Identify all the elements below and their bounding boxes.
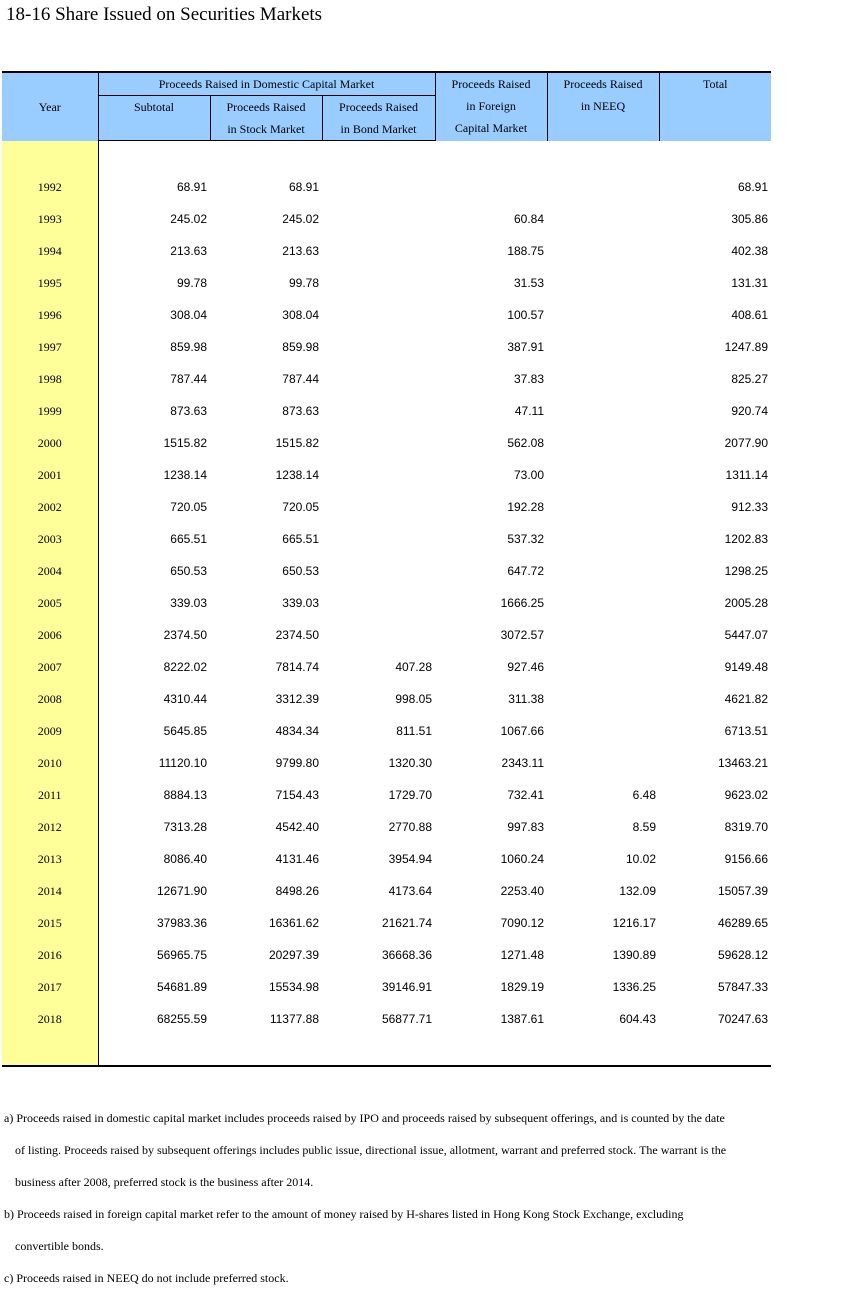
empty-cell: [659, 141, 771, 172]
foreign-market-cell: 647.72: [507, 564, 545, 578]
stock-market-cell: 4834.34: [275, 724, 319, 738]
subtotal-cell: 11120.10: [158, 756, 207, 770]
foreign-market-cell: 1666.25: [500, 596, 545, 610]
bond-market-cell: 56877.71: [381, 1012, 433, 1026]
foreign-market-cell: 1067.66: [500, 724, 545, 738]
subtotal-cell: 339.03: [170, 596, 207, 610]
year-cell: 2010: [2, 747, 98, 779]
stock-market-cell: 873.63: [282, 404, 319, 418]
year-cell: 2007: [2, 651, 98, 683]
subtotal-cell: 859.98: [170, 340, 207, 354]
empty-cell: [98, 1035, 210, 1066]
total-cell: 8319.70: [724, 820, 769, 834]
total-cell: 1298.25: [724, 564, 769, 578]
bond-market-cell: [322, 523, 435, 555]
stock-market-cell: 7154.43: [275, 788, 319, 802]
total-cell: 408.61: [731, 308, 769, 322]
stock-market-cell: 4131.46: [275, 852, 319, 866]
neeq-cell: [547, 683, 659, 715]
header-foreign: [435, 72, 547, 141]
subtotal-cell: 245.02: [170, 212, 207, 226]
table-row: [2, 747, 771, 779]
bond-market-cell: [322, 171, 435, 203]
bond-market-cell: [322, 619, 435, 651]
bond-market-cell: 407.28: [395, 660, 433, 674]
table-row: [2, 683, 771, 715]
foreign-market-cell: 73.00: [513, 468, 545, 482]
footnote-line: b) Proceeds raised in foreign capital market refer to the amount of money raised by H-shares listed in Hong Kong Stock Exchange, excluding: [4, 1207, 684, 1221]
footnote-line: of listing. Proceeds raised by subsequent offerings includes public issue, directional issue, allotment, warrant and preferred stock. The warrant is the: [15, 1143, 727, 1157]
subtotal-cell: 1515.82: [163, 436, 207, 450]
subtotal-cell: 99.78: [176, 276, 207, 290]
table-row: [2, 523, 771, 555]
foreign-market-cell: 311.38: [508, 692, 545, 706]
subtotal-cell: 8086.40: [163, 852, 207, 866]
table-row: [2, 235, 771, 267]
subtotal-cell: 665.51: [170, 532, 207, 546]
year-cell: 2011: [2, 779, 98, 811]
neeq-cell: [547, 171, 659, 203]
empty-cell: [547, 141, 659, 172]
year-cell: 2001: [2, 459, 98, 491]
bond-market-cell: [322, 235, 435, 267]
neeq-cell: [547, 235, 659, 267]
neeq-cell: [547, 331, 659, 363]
foreign-market-cell: 1271.48: [500, 948, 545, 962]
subtotal-cell: 68.91: [176, 180, 207, 194]
total-cell: 1202.83: [724, 532, 769, 546]
neeq-cell: [547, 203, 659, 235]
stock-market-cell: 720.05: [282, 500, 319, 514]
foreign-market-cell: 188.75: [507, 244, 545, 258]
total-cell: 46289.65: [717, 916, 769, 930]
year-cell: 2008: [2, 683, 98, 715]
stock-market-cell: 650.53: [282, 564, 319, 578]
bond-market-cell: 1320.30: [388, 756, 433, 770]
total-cell: 57847.33: [717, 980, 769, 994]
foreign-market-cell: 31.53: [513, 276, 545, 290]
bond-market-cell: [322, 299, 435, 331]
table-row: [2, 459, 771, 491]
table-row: [2, 363, 771, 395]
header-year: Year: [2, 72, 98, 141]
stock-market-cell: 787.44: [282, 372, 319, 386]
subtotal-cell: 787.44: [170, 372, 207, 386]
subtotal-cell: 308.04: [170, 308, 207, 322]
neeq-cell: 6.48: [632, 788, 657, 802]
year-cell: 2006: [2, 619, 98, 651]
year-cell: 2000: [2, 427, 98, 459]
foreign-market-cell: 192.28: [507, 500, 545, 514]
year-cell: 1999: [2, 395, 98, 427]
foreign-market-cell: 47.11: [514, 404, 545, 418]
neeq-cell: [547, 459, 659, 491]
bond-market-cell: 998.05: [395, 692, 433, 706]
neeq-cell: [547, 587, 659, 619]
foreign-market-cell: 37.83: [513, 372, 545, 386]
neeq-cell: 1390.89: [612, 948, 657, 962]
subtotal-cell: 68255.59: [156, 1012, 207, 1026]
bond-market-cell: [322, 395, 435, 427]
subtotal-cell: 650.53: [170, 564, 207, 578]
footnote: [4, 1102, 834, 1198]
header-foreign-line: in Foreign: [466, 99, 516, 113]
year-cell: 1992: [2, 171, 98, 203]
subtotal-cell: 2374.50: [163, 628, 207, 642]
empty-cell: [98, 141, 210, 172]
total-cell: 1247.89: [724, 340, 769, 354]
stock-market-cell: 20297.39: [268, 948, 319, 962]
page-title: 18-16 Share Issued on Securities Markets: [6, 4, 323, 25]
foreign-market-cell: 1387.61: [500, 1012, 545, 1026]
stock-market-cell: 665.51: [282, 532, 319, 546]
empty-cell: [322, 1035, 435, 1066]
neeq-cell: 10.02: [625, 852, 657, 866]
neeq-cell: 132.09: [619, 884, 657, 898]
foreign-market-cell: 732.41: [507, 788, 545, 802]
empty-cell: [210, 1035, 322, 1066]
footnote-line: convertible bonds.: [15, 1239, 104, 1253]
table-row: [2, 651, 771, 683]
stock-market-cell: 68.91: [288, 180, 319, 194]
table-row: [2, 779, 771, 811]
stock-market-cell: 339.03: [282, 596, 319, 610]
header-foreign-line: Capital Market: [454, 121, 528, 135]
footnote: [4, 1198, 834, 1262]
foreign-market-cell: 1829.19: [500, 980, 545, 994]
neeq-cell: 8.59: [632, 820, 657, 834]
year-cell: 2012: [2, 811, 98, 843]
subtotal-cell: 7313.28: [163, 820, 207, 834]
table-row: [2, 875, 771, 907]
bond-market-cell: [322, 459, 435, 491]
neeq-cell: [547, 715, 659, 747]
neeq-cell: [547, 619, 659, 651]
total-cell: 13463.21: [717, 756, 769, 770]
year-cell: 1997: [2, 331, 98, 363]
subtotal-cell: 5645.85: [163, 724, 207, 738]
foreign-market-cell: 537.32: [507, 532, 545, 546]
table-row: [2, 555, 771, 587]
stock-market-cell: 1515.82: [275, 436, 319, 450]
total-cell: 9156.66: [724, 852, 769, 866]
footnotes: [4, 1102, 834, 1293]
year-cell: 2013: [2, 843, 98, 875]
header-neeq-line: in NEEQ: [580, 99, 626, 113]
total-cell: 305.86: [731, 212, 769, 226]
header-stock-line: in Stock Market: [227, 122, 305, 136]
total-cell: 5447.07: [724, 628, 769, 642]
table-row: [2, 587, 771, 619]
year-cell: 2016: [2, 939, 98, 971]
subtotal-cell: 54681.89: [156, 980, 207, 994]
year-cell: 1993: [2, 203, 98, 235]
year-cell: 1994: [2, 235, 98, 267]
bond-market-cell: [322, 427, 435, 459]
spacer-row: [2, 141, 771, 172]
foreign-market-cell: 7090.12: [500, 916, 545, 930]
table-row: [2, 171, 771, 203]
bond-market-cell: [322, 587, 435, 619]
neeq-cell: [547, 555, 659, 587]
empty-cell: [210, 141, 322, 172]
stock-market-cell: 3312.39: [275, 692, 319, 706]
foreign-market-cell: [435, 171, 547, 203]
empty-cell: [2, 1035, 98, 1066]
table-row: [2, 971, 771, 1003]
foreign-market-cell: 387.91: [507, 340, 545, 354]
stock-market-cell: 11377.88: [269, 1012, 319, 1026]
foreign-market-cell: 60.84: [513, 212, 545, 226]
foreign-market-cell: 1060.24: [500, 852, 545, 866]
bond-market-cell: 39146.91: [381, 980, 433, 994]
header-bond-line: Proceeds Raised: [339, 100, 418, 114]
table-row: [2, 907, 771, 939]
table-row: [2, 427, 771, 459]
neeq-cell: [547, 267, 659, 299]
subtotal-cell: 1238.14: [163, 468, 207, 482]
total-cell: 825.27: [731, 372, 769, 386]
table-row: [2, 331, 771, 363]
stock-market-cell: 308.04: [282, 308, 319, 322]
year-cell: 1996: [2, 299, 98, 331]
subtotal-cell: 12671.90: [156, 884, 207, 898]
total-cell: 9149.48: [724, 660, 769, 674]
empty-cell: [322, 141, 435, 172]
total-cell: 59628.12: [717, 948, 769, 962]
neeq-cell: 1216.17: [612, 916, 657, 930]
table-row: [2, 491, 771, 523]
stock-market-cell: 245.02: [282, 212, 319, 226]
foreign-market-cell: 2343.11: [501, 756, 545, 770]
header-bond: [322, 96, 435, 141]
foreign-market-cell: 927.46: [507, 660, 545, 674]
bond-market-cell: [322, 203, 435, 235]
neeq-cell: 604.43: [619, 1012, 657, 1026]
table-row: [2, 811, 771, 843]
year-cell: 2009: [2, 715, 98, 747]
total-cell: 2005.28: [724, 596, 769, 610]
bond-market-cell: [322, 555, 435, 587]
total-cell: 2077.90: [724, 436, 769, 450]
total-cell: 68.91: [737, 180, 769, 194]
total-cell: 920.74: [731, 404, 769, 418]
total-cell: 131.31: [731, 276, 769, 290]
footnote-line: c) Proceeds raised in NEEQ do not include preferred stock.: [4, 1271, 289, 1285]
empty-cell: [435, 141, 547, 172]
bond-market-cell: 1729.70: [388, 788, 433, 802]
subtotal-cell: 56965.75: [156, 948, 207, 962]
total-cell: 15057.39: [717, 884, 769, 898]
stock-market-cell: 2374.50: [275, 628, 319, 642]
table-row: [2, 939, 771, 971]
total-cell: 6713.51: [724, 724, 769, 738]
neeq-cell: [547, 491, 659, 523]
neeq-cell: 1336.25: [612, 980, 657, 994]
year-cell: 1998: [2, 363, 98, 395]
stock-market-cell: 4542.40: [275, 820, 319, 834]
stock-market-cell: 16361.62: [268, 916, 319, 930]
bond-market-cell: [322, 267, 435, 299]
year-cell: 2015: [2, 907, 98, 939]
bond-market-cell: 2770.88: [388, 820, 433, 834]
neeq-cell: [547, 651, 659, 683]
subtotal-cell: 8222.02: [163, 660, 207, 674]
neeq-cell: [547, 427, 659, 459]
header-total: Total: [659, 72, 771, 141]
year-cell: 2005: [2, 587, 98, 619]
subtotal-cell: 4310.44: [163, 692, 207, 706]
neeq-cell: [547, 363, 659, 395]
empty-cell: [435, 1035, 547, 1066]
subtotal-cell: 873.63: [170, 404, 207, 418]
stock-market-cell: 7814.74: [275, 660, 319, 674]
table-body: [2, 141, 771, 1067]
subtotal-cell: 720.05: [170, 500, 207, 514]
table-row: [2, 299, 771, 331]
bond-market-cell: [322, 331, 435, 363]
table-row: [2, 715, 771, 747]
foreign-market-cell: 562.08: [507, 436, 545, 450]
foreign-market-cell: 3072.57: [500, 628, 545, 642]
empty-cell: [547, 1035, 659, 1066]
year-cell: 1995: [2, 267, 98, 299]
bond-market-cell: [322, 491, 435, 523]
total-cell: 70247.63: [717, 1012, 769, 1026]
table-row: [2, 619, 771, 651]
footnote: [4, 1262, 834, 1293]
bond-market-cell: 36668.36: [381, 948, 433, 962]
neeq-cell: [547, 747, 659, 779]
total-cell: 4621.82: [724, 692, 769, 706]
subtotal-cell: 213.63: [170, 244, 207, 258]
table-row: [2, 395, 771, 427]
bond-market-cell: 811.51: [396, 724, 433, 738]
neeq-cell: [547, 523, 659, 555]
stock-market-cell: 1238.14: [275, 468, 319, 482]
header-subtotal: Subtotal: [98, 96, 210, 141]
stock-market-cell: 99.78: [288, 276, 319, 290]
header-domestic-group: Proceeds Raised in Domestic Capital Market: [98, 72, 435, 96]
table-row: [2, 203, 771, 235]
subtotal-cell: 37983.36: [156, 916, 207, 930]
total-cell: 912.33: [731, 500, 769, 514]
header-neeq: [547, 72, 659, 141]
footnote-line: business after 2008, preferred stock is the business after 2014.: [15, 1175, 314, 1189]
bond-market-cell: [322, 363, 435, 395]
year-cell: 2003: [2, 523, 98, 555]
stock-market-cell: 859.98: [282, 340, 319, 354]
share-issued-table: [2, 71, 771, 1067]
bond-market-cell: 3954.94: [388, 852, 433, 866]
total-cell: 1311.14: [725, 468, 769, 482]
year-cell: 2014: [2, 875, 98, 907]
total-cell: 9623.02: [724, 788, 769, 802]
year-cell-empty: [2, 141, 98, 172]
data-table-container: [2, 71, 771, 1067]
header-bond-line: in Bond Market: [340, 122, 417, 136]
total-cell: 402.38: [731, 244, 769, 258]
header-stock: [210, 96, 322, 141]
table-row: [2, 267, 771, 299]
subtotal-cell: 8884.13: [163, 788, 207, 802]
empty-cell: [659, 1035, 771, 1066]
foreign-market-cell: 997.83: [507, 820, 545, 834]
footnote-line: a) Proceeds raised in domestic capital market includes proceeds raised by IPO and proceeds raised by subsequent offerings, and is counted by the date: [4, 1111, 725, 1125]
table-row: [2, 1003, 771, 1035]
header-foreign-line: Proceeds Raised: [451, 77, 531, 91]
spacer-row: [2, 1035, 771, 1066]
header-stock-line: Proceeds Raised: [226, 100, 306, 114]
year-cell: 2018: [2, 1003, 98, 1035]
stock-market-cell: 213.63: [282, 244, 319, 258]
table-row: [2, 843, 771, 875]
stock-market-cell: 8498.26: [275, 884, 319, 898]
foreign-market-cell: 100.57: [507, 308, 545, 322]
bond-market-cell: 21621.74: [381, 916, 433, 930]
neeq-cell: [547, 299, 659, 331]
year-cell: 2002: [2, 491, 98, 523]
foreign-market-cell: 2253.40: [500, 884, 545, 898]
bond-market-cell: 4173.64: [388, 884, 433, 898]
stock-market-cell: 15534.98: [268, 980, 319, 994]
stock-market-cell: 9799.80: [275, 756, 319, 770]
year-cell: 2004: [2, 555, 98, 587]
neeq-cell: [547, 395, 659, 427]
year-cell: 2017: [2, 971, 98, 1003]
header-neeq-line: Proceeds Raised: [563, 77, 643, 91]
